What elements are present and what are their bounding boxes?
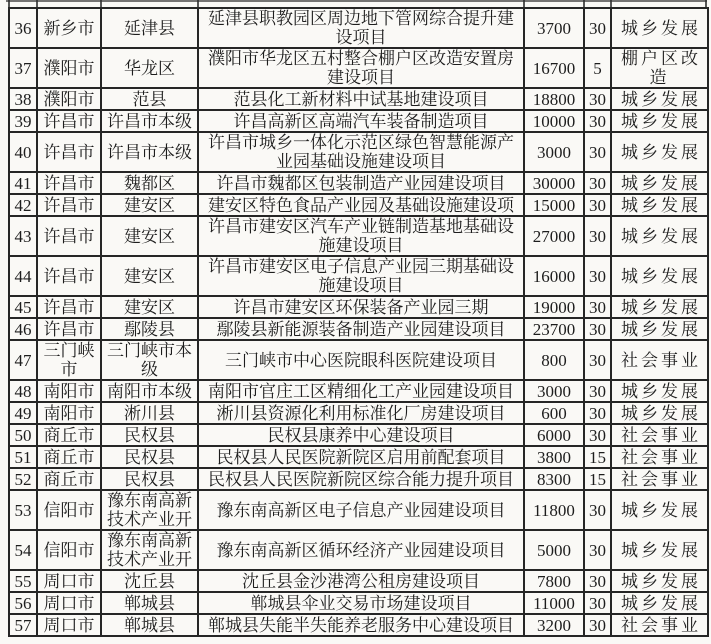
cell-sequence-number: 49 bbox=[9, 402, 37, 424]
cell-county-district: 建安区 bbox=[101, 256, 198, 296]
cell-county-district: 民权县 bbox=[101, 424, 198, 446]
cell-term: 30 bbox=[584, 530, 611, 570]
cell-project-name: 鄢陵县新能源装备制造产业园建设项目 bbox=[198, 318, 524, 340]
cell-sequence-number: 50 bbox=[9, 424, 37, 446]
cell-sequence-number: 39 bbox=[9, 110, 37, 132]
cell-amount: 5000 bbox=[524, 530, 584, 570]
cell-sequence-number: 45 bbox=[9, 296, 37, 318]
cell-category: 城乡发展 bbox=[611, 530, 708, 570]
cell-sequence-number: 53 bbox=[9, 490, 37, 530]
cell-category: 城乡发展 bbox=[611, 172, 708, 194]
cell-project-name: 南阳市官庄工区精细化工产业园建设项目 bbox=[198, 380, 524, 402]
table-row bbox=[9, 216, 708, 256]
cell-county-district: 许昌市本级 bbox=[101, 132, 198, 172]
cell-city: 许昌市 bbox=[37, 296, 101, 318]
cell-sequence-number: 40 bbox=[9, 132, 37, 172]
cell-category: 城乡发展 bbox=[611, 490, 708, 530]
projects-table-body bbox=[9, 8, 708, 636]
cell-category: 城乡发展 bbox=[611, 216, 708, 256]
table-row bbox=[9, 402, 708, 424]
cell-category: 城乡发展 bbox=[611, 110, 708, 132]
cell-amount: 27000 bbox=[524, 216, 584, 256]
cell-term: 30 bbox=[584, 194, 611, 216]
table-row bbox=[9, 570, 708, 592]
cell-term: 30 bbox=[584, 88, 611, 110]
cell-county-district: 三门峡市本级 bbox=[101, 340, 198, 380]
cell-city: 商丘市 bbox=[37, 446, 101, 468]
cell-city: 南阳市 bbox=[37, 402, 101, 424]
table-row bbox=[9, 132, 708, 172]
cell-city: 许昌市 bbox=[37, 256, 101, 296]
cell-term: 30 bbox=[584, 592, 611, 614]
cell-city: 商丘市 bbox=[37, 468, 101, 490]
cell-amount: 16700 bbox=[524, 48, 584, 88]
cell-county-district: 建安区 bbox=[101, 296, 198, 318]
table-row bbox=[9, 468, 708, 490]
cell-city: 许昌市 bbox=[37, 132, 101, 172]
cell-county-district: 建安区 bbox=[101, 216, 198, 256]
table-row bbox=[9, 194, 708, 216]
cell-term: 30 bbox=[584, 340, 611, 380]
cell-county-district: 建安区 bbox=[101, 194, 198, 216]
cell-county-district: 范县 bbox=[101, 88, 198, 110]
cell-project-name: 民权县康养中心建设项目 bbox=[198, 424, 524, 446]
table-row bbox=[9, 8, 708, 48]
cell-category: 城乡发展 bbox=[611, 88, 708, 110]
cell-amount: 11000 bbox=[524, 592, 584, 614]
cell-sequence-number: 46 bbox=[9, 318, 37, 340]
cell-sequence-number: 57 bbox=[9, 614, 37, 636]
cell-sequence-number: 54 bbox=[9, 530, 37, 570]
cell-county-district: 民权县 bbox=[101, 446, 198, 468]
cell-category: 社会事业 bbox=[611, 340, 708, 380]
cell-amount: 6000 bbox=[524, 424, 584, 446]
cell-amount: 8300 bbox=[524, 468, 584, 490]
cell-term: 30 bbox=[584, 8, 611, 48]
cell-term: 30 bbox=[584, 402, 611, 424]
table-row bbox=[9, 380, 708, 402]
cell-category: 城乡发展 bbox=[611, 8, 708, 48]
cell-sequence-number: 48 bbox=[9, 380, 37, 402]
cell-county-district: 华龙区 bbox=[101, 48, 198, 88]
cell-term: 30 bbox=[584, 216, 611, 256]
cell-term: 30 bbox=[584, 424, 611, 446]
cell-category: 城乡发展 bbox=[611, 132, 708, 172]
cell-city: 濮阳市 bbox=[37, 48, 101, 88]
cell-project-name: 豫东南高新区电子信息产业园建设项目 bbox=[198, 490, 524, 530]
table-row bbox=[9, 614, 708, 636]
cell-amount: 30000 bbox=[524, 172, 584, 194]
cell-term: 15 bbox=[584, 468, 611, 490]
cell-term: 30 bbox=[584, 614, 611, 636]
cell-city: 濮阳市 bbox=[37, 88, 101, 110]
cell-amount: 10000 bbox=[524, 110, 584, 132]
cell-sequence-number: 43 bbox=[9, 216, 37, 256]
cell-category: 城乡发展 bbox=[611, 256, 708, 296]
cell-term: 30 bbox=[584, 570, 611, 592]
cell-county-district: 魏都区 bbox=[101, 172, 198, 194]
cell-county-district: 淅川县 bbox=[101, 402, 198, 424]
cell-category: 社会事业 bbox=[611, 446, 708, 468]
cell-project-name: 郸城县伞业交易市场建设项目 bbox=[198, 592, 524, 614]
table-row bbox=[9, 88, 708, 110]
cell-amount: 800 bbox=[524, 340, 584, 380]
cell-county-district: 许昌市本级 bbox=[101, 110, 198, 132]
table-row bbox=[9, 490, 708, 530]
cell-county-district: 豫东南高新技术产业开 bbox=[101, 490, 198, 530]
cell-project-name: 范县化工新材料中试基地建设项目 bbox=[198, 88, 524, 110]
cell-project-name: 民权县人民医院新院区综合能力提升项目 bbox=[198, 468, 524, 490]
cell-term: 30 bbox=[584, 110, 611, 132]
table-row bbox=[9, 592, 708, 614]
table-row bbox=[9, 446, 708, 468]
cell-amount: 3200 bbox=[524, 614, 584, 636]
cell-term: 30 bbox=[584, 132, 611, 172]
cell-term: 30 bbox=[584, 380, 611, 402]
cell-amount: 19000 bbox=[524, 296, 584, 318]
cell-term: 30 bbox=[584, 172, 611, 194]
cell-city: 许昌市 bbox=[37, 216, 101, 256]
cell-amount: 7800 bbox=[524, 570, 584, 592]
funding-projects-table bbox=[8, 7, 709, 637]
cell-sequence-number: 51 bbox=[9, 446, 37, 468]
cell-project-name: 沈丘县金沙港湾公租房建设项目 bbox=[198, 570, 524, 592]
cell-project-name: 许昌高新区高端汽车装备制造项目 bbox=[198, 110, 524, 132]
cell-county-district: 延津县 bbox=[101, 8, 198, 48]
cell-project-name: 郸城县失能半失能养老服务中心建设项目 bbox=[198, 614, 524, 636]
table-row bbox=[9, 424, 708, 446]
cell-project-name: 许昌市魏都区包装制造产业园建设项目 bbox=[198, 172, 524, 194]
cell-category: 城乡发展 bbox=[611, 402, 708, 424]
cell-county-district: 鄢陵县 bbox=[101, 318, 198, 340]
cell-sequence-number: 47 bbox=[9, 340, 37, 380]
cell-project-name: 许昌市城乡一体化示范区绿色智慧能源产业园基础设施建设项目 bbox=[198, 132, 524, 172]
cell-sequence-number: 55 bbox=[9, 570, 37, 592]
cell-city: 南阳市 bbox=[37, 380, 101, 402]
cell-sequence-number: 42 bbox=[9, 194, 37, 216]
table-row bbox=[9, 296, 708, 318]
cell-project-name: 三门峡市中心医院眼科医院建设项目 bbox=[198, 340, 524, 380]
cell-category: 社会事业 bbox=[611, 468, 708, 490]
cell-sequence-number: 36 bbox=[9, 8, 37, 48]
cell-term: 30 bbox=[584, 296, 611, 318]
cell-county-district: 民权县 bbox=[101, 468, 198, 490]
cell-category: 城乡发展 bbox=[611, 380, 708, 402]
cell-category: 城乡发展 bbox=[611, 296, 708, 318]
cell-amount: 3800 bbox=[524, 446, 584, 468]
table-row bbox=[9, 48, 708, 88]
cell-city: 许昌市 bbox=[37, 172, 101, 194]
cell-term: 30 bbox=[584, 490, 611, 530]
cell-city: 许昌市 bbox=[37, 318, 101, 340]
cell-city: 商丘市 bbox=[37, 424, 101, 446]
cell-project-name: 建安区特色食品产业园及基础设施建设项 bbox=[198, 194, 524, 216]
cell-sequence-number: 52 bbox=[9, 468, 37, 490]
cell-project-name: 延津县职教园区周边地下管网综合提升建设项目 bbox=[198, 8, 524, 48]
cell-city: 周口市 bbox=[37, 570, 101, 592]
cell-term: 5 bbox=[584, 48, 611, 88]
cell-city: 许昌市 bbox=[37, 110, 101, 132]
cell-amount: 3000 bbox=[524, 380, 584, 402]
cell-sequence-number: 37 bbox=[9, 48, 37, 88]
cell-project-name: 民权县人民医院新院区启用前配套项目 bbox=[198, 446, 524, 468]
cell-sequence-number: 44 bbox=[9, 256, 37, 296]
cell-city: 周口市 bbox=[37, 614, 101, 636]
cell-sequence-number: 38 bbox=[9, 88, 37, 110]
cell-city: 周口市 bbox=[37, 592, 101, 614]
cell-category: 城乡发展 bbox=[611, 570, 708, 592]
cell-category: 棚户区改造 bbox=[611, 48, 708, 88]
cell-category: 社会事业 bbox=[611, 424, 708, 446]
cell-term: 30 bbox=[584, 256, 611, 296]
cell-amount: 23700 bbox=[524, 318, 584, 340]
cell-category: 城乡发展 bbox=[611, 194, 708, 216]
cell-term: 30 bbox=[584, 318, 611, 340]
cell-category: 城乡发展 bbox=[611, 318, 708, 340]
cell-amount: 16000 bbox=[524, 256, 584, 296]
cell-project-name: 许昌市建安区环保装备产业园三期 bbox=[198, 296, 524, 318]
cell-county-district: 郸城县 bbox=[101, 592, 198, 614]
cell-county-district: 南阳市本级 bbox=[101, 380, 198, 402]
cell-amount: 3700 bbox=[524, 8, 584, 48]
table-row bbox=[9, 340, 708, 380]
cell-term: 15 bbox=[584, 446, 611, 468]
cell-county-district: 豫东南高新技术产业开 bbox=[101, 530, 198, 570]
table-row bbox=[9, 110, 708, 132]
cell-amount: 18800 bbox=[524, 88, 584, 110]
table-row bbox=[9, 318, 708, 340]
cell-category: 社会事业 bbox=[611, 614, 708, 636]
cell-city: 三门峡市 bbox=[37, 340, 101, 380]
cell-category: 城乡发展 bbox=[611, 592, 708, 614]
cell-project-name: 豫东南高新区循环经济产业园建设项目 bbox=[198, 530, 524, 570]
cell-city: 信阳市 bbox=[37, 490, 101, 530]
cell-amount: 600 bbox=[524, 402, 584, 424]
table-row bbox=[9, 172, 708, 194]
cell-amount: 11800 bbox=[524, 490, 584, 530]
cell-city: 信阳市 bbox=[37, 530, 101, 570]
cell-county-district: 沈丘县 bbox=[101, 570, 198, 592]
cell-project-name: 淅川县资源化利用标准化厂房建设项目 bbox=[198, 402, 524, 424]
cell-project-name: 许昌市建安区电子信息产业园三期基础设施建设项目 bbox=[198, 256, 524, 296]
cell-city: 新乡市 bbox=[37, 8, 101, 48]
cell-project-name: 许昌市建安区汽车产业链制造基地基础设施建设项目 bbox=[198, 216, 524, 256]
cell-amount: 15000 bbox=[524, 194, 584, 216]
table-row bbox=[9, 256, 708, 296]
cell-amount: 3000 bbox=[524, 132, 584, 172]
table-row bbox=[9, 530, 708, 570]
cell-city: 许昌市 bbox=[37, 194, 101, 216]
cell-county-district: 郸城县 bbox=[101, 614, 198, 636]
cell-project-name: 濮阳市华龙区五村整合棚户区改造安置房建设项目 bbox=[198, 48, 524, 88]
cell-sequence-number: 41 bbox=[9, 172, 37, 194]
cell-sequence-number: 56 bbox=[9, 592, 37, 614]
table-continuation-top-line bbox=[6, 0, 707, 2]
